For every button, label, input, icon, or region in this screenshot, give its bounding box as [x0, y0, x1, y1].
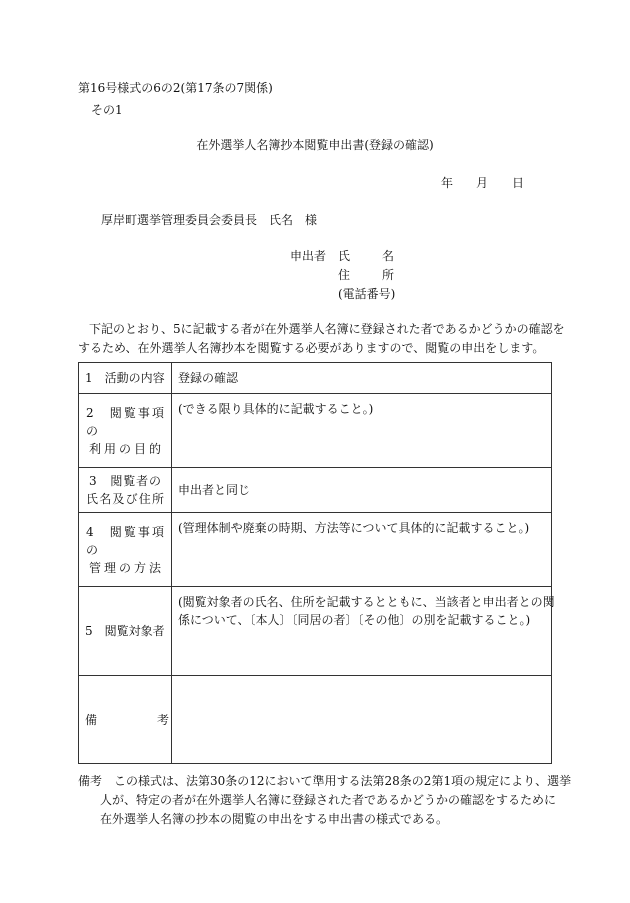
application-table — [78, 362, 555, 764]
applicant-address-label-1: 住 — [338, 268, 351, 282]
applicant-name-label-1: 氏 — [338, 249, 351, 263]
table-row-purpose — [79, 394, 552, 468]
viewer-label-line-1: 3 閲覧者の — [89, 474, 161, 488]
activity-value[interactable]: 登録の確認 — [172, 363, 552, 394]
management-value[interactable]: (管理体制や廃棄の時期、方法等について具体的に記載すること。) — [172, 513, 552, 587]
purpose-value[interactable]: (できる限り具体的に記載すること。) — [172, 394, 552, 468]
date-month: 月 — [476, 176, 489, 190]
recipient: 厚岸町選挙管理委員会委員長 氏名 様 — [101, 213, 318, 227]
subject-instruction-line-1: (閲覧対象者の氏名、住所を記載するとともに、当該者と申出者との関 — [178, 595, 555, 609]
remarks-value[interactable] — [172, 676, 552, 764]
applicant-name-label-2: 名 — [382, 249, 395, 263]
remarks-label: 備 考 — [79, 676, 172, 764]
date-year: 年 — [441, 176, 454, 190]
form-id: 第16号様式の6の2(第17条の7関係) — [78, 81, 273, 95]
table-row-activity — [79, 363, 552, 394]
applicant-phone-label: (電話番号) — [338, 287, 396, 301]
viewer-label — [79, 468, 172, 513]
purpose-label-line-1: 2 閲覧事項の — [86, 405, 164, 438]
applicant-address-label-2: 所 — [382, 268, 395, 282]
footnote-line-2: 人が、特定の者が在外選挙人名簿に登録された者であるかどうかの確認をするために — [100, 793, 557, 807]
page-title: 在外選挙人名簿抄本閲覧申出書(登録の確認) — [196, 138, 434, 152]
footnote-head: 備考 — [78, 774, 103, 788]
management-label-line-2: 管理の方法 — [89, 560, 161, 575]
table-row-management — [79, 513, 552, 587]
purpose-label — [79, 394, 172, 468]
date-day: 日 — [512, 176, 525, 190]
subject-instruction-line-2: 係について、〔本人〕〔同居の者〕〔その他〕の別を記載すること。) — [178, 613, 531, 627]
part-label: その1 — [91, 103, 123, 117]
viewer-value[interactable]: 申出者と同じ — [172, 468, 552, 513]
intro-line-2: するため、在外選挙人名簿抄本を閲覧する必要がありますので、閲覧の申出をします。 — [78, 341, 545, 355]
viewer-label-line-2: 氏名及び住所 — [86, 492, 164, 506]
subject-value[interactable] — [172, 587, 555, 676]
management-label-line-1: 4 閲覧事項の — [86, 524, 164, 557]
table-row-viewer — [79, 468, 552, 513]
purpose-label-line-2: 利用の目的 — [89, 441, 161, 456]
table-row-subject — [79, 587, 552, 676]
footnote-line-3: 在外選挙人名簿の抄本の閲覧の申出をする申出書の様式である。 — [100, 812, 449, 826]
activity-label: 1 活動の内容 — [79, 363, 172, 394]
table-row-remarks — [79, 676, 552, 764]
footnote-line-1: この様式は、法第30条の12において準用する法第28条の2第1項の規定により、選挙 — [114, 774, 572, 788]
subject-label: 5 閲覧対象者 — [79, 587, 172, 676]
applicant-label: 申出者 — [290, 249, 327, 263]
intro-line-1: 下記のとおり、5に記載する者が在外選挙人名簿に登録された者であるかどうかの確認を — [89, 322, 565, 336]
management-label — [79, 513, 172, 587]
